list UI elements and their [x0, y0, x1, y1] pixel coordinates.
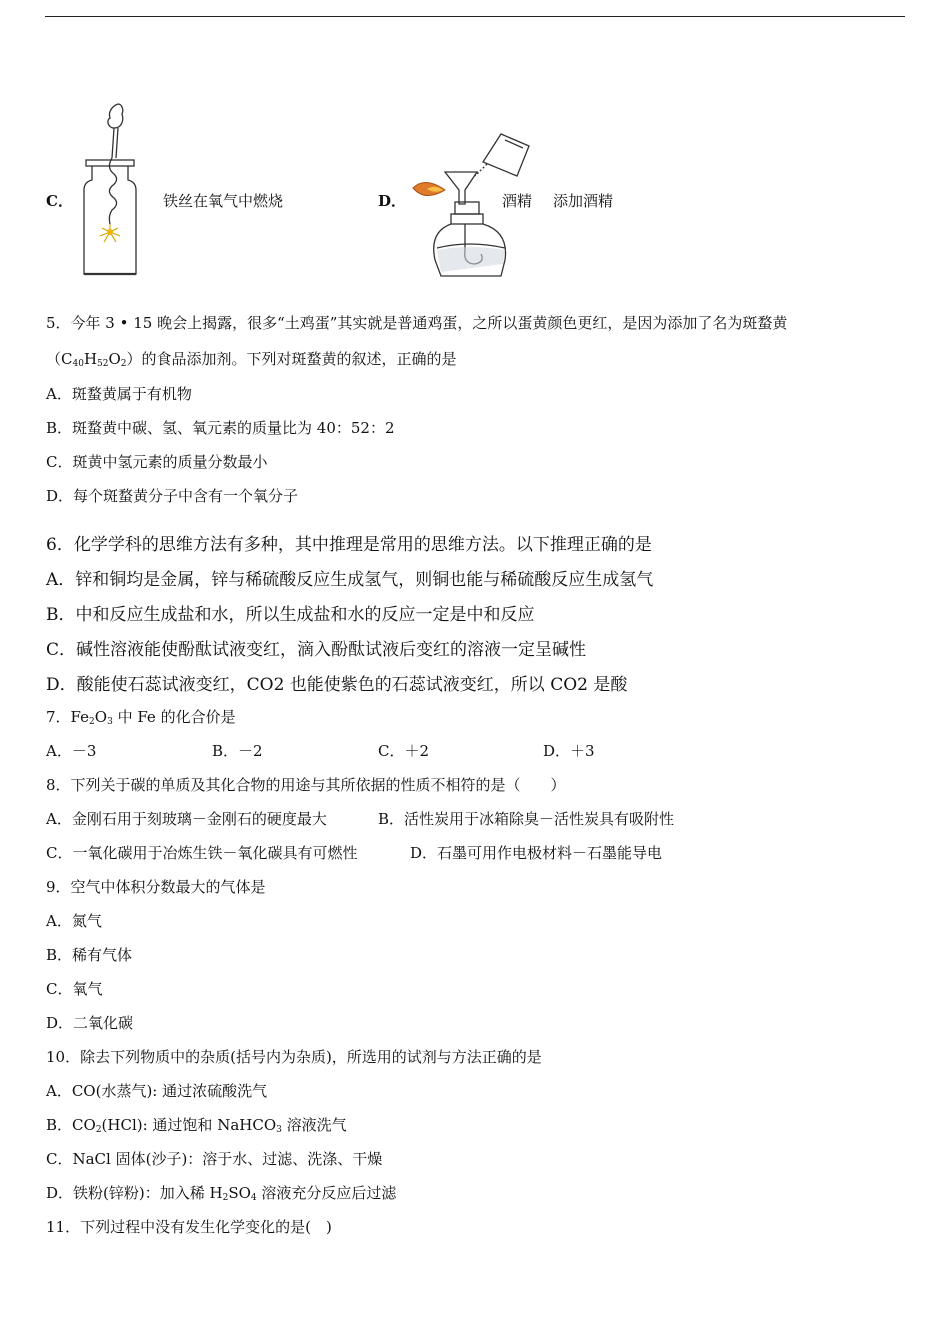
q6-option-b: B．中和反应生成盐和水，所以生成盐和水的反应一定是中和反应 [46, 605, 535, 625]
q6-option-c: C．碱性溶液能使酚酞试液变红，滴入酚酞试液后变红的溶液一定呈碱性 [46, 640, 587, 660]
header-rule [45, 16, 905, 17]
q9-option-b: B．稀有气体 [46, 946, 133, 964]
q10-option-a: A．CO(水蒸气): 通过浓硫酸洗气 [46, 1082, 268, 1100]
q7-option-b: B．－2 [212, 742, 263, 760]
q9-option-d: D．二氧化碳 [46, 1014, 134, 1032]
q10-option-c: C．NaCl 固体(沙子)：溶于水、过滤、洗涤、干燥 [46, 1150, 383, 1168]
q11-stem: 11．下列过程中没有发生化学变化的是( ) [46, 1218, 332, 1236]
q8-option-d: D．石墨可用作电极材料－石墨能导电 [410, 844, 663, 862]
q10-stem: 10．除去下列物质中的杂质(括号内为杂质)，所选用的试剂与方法正确的是 [46, 1048, 542, 1066]
q5-stem-line1: 5．今年 3 • 15 晚会上揭露，很多“土鸡蛋”其实就是普通鸡蛋，之所以蛋黄颜色更红，是因为添加了名为斑蝥黄 [46, 314, 788, 332]
q5-option-b: B．斑蝥黄中碳、氢、氧元素的质量比为 40：52：2 [46, 419, 395, 437]
q10-option-d: D．铁粉(锌粉)：加入稀 $H_2SO_4$ 溶液充分反应后过滤 [46, 1184, 397, 1203]
q9-option-c: C．氧气 [46, 980, 103, 998]
q7-option-d: D．＋3 [543, 742, 595, 760]
option-c-label: C． [46, 192, 73, 210]
q8-option-c: C．一氧化碳用于冶炼生铁－氧化碳具有可燃性 [46, 844, 358, 862]
option-d-caption-alcohol: 酒精 [502, 192, 533, 210]
q6-option-a: A．锌和铜均是金属，锌与稀硫酸反应生成氢气，则铜也能与稀硫酸反应生成氢气 [46, 570, 654, 590]
q8-option-b: B．活性炭用于冰箱除臭－活性炭具有吸附性 [378, 810, 675, 828]
q9-stem: 9．空气中体积分数最大的气体是 [46, 878, 266, 896]
q6-stem: 6．化学学科的思维方法有多种，其中推理是常用的思维方法。以下推理正确的是 [46, 535, 652, 555]
q6-option-d: D．酸能使石蕊试液变红，CO2 也能使紫色的石蕊试液变红，所以 CO2 是酸 [46, 675, 628, 695]
option-d-caption-add-alcohol: 添加酒精 [553, 192, 614, 210]
q5-option-c: C．斑黄中氢元素的质量分数最小 [46, 453, 268, 471]
q5-option-d: D．每个斑蝥黄分子中含有一个氧分子 [46, 487, 299, 505]
q9-option-a: A．氮气 [46, 912, 102, 930]
q10-option-b: B．$CO_2(HCl)$: 通过饱和 NaHCO$_3$ 溶液洗气 [46, 1116, 347, 1135]
option-d-label: D． [378, 192, 407, 210]
q7-option-a: A．－3 [46, 742, 97, 760]
option-c-caption: 铁丝在氧气中燃烧 [163, 192, 284, 210]
q7-stem: 7．$Fe_2O_3$ 中 Fe 的化合价是 [46, 708, 236, 727]
iron-wire-combustion-figure [78, 98, 142, 278]
q8-option-a: A．金刚石用于刻玻璃－金刚石的硬度最大 [46, 810, 327, 828]
q5-option-a: A．斑蝥黄属于有机物 [46, 385, 192, 403]
q8-stem: 8．下列关于碳的单质及其化合物的用途与其所依据的性质不相符的是（ ） [46, 776, 566, 794]
q7-option-c: C．＋2 [378, 742, 430, 760]
q5-stem-line2: $(C_{40}H_{52}O_2)$的食品添加剂。下列对斑蝥黄的叙述，正确的是 [46, 350, 457, 369]
